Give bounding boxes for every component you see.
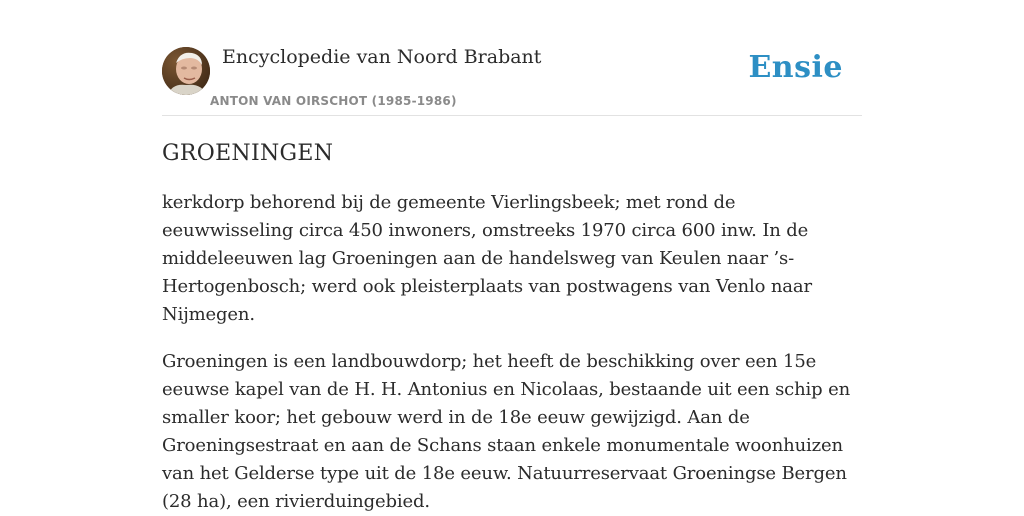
entry-paragraph-1: kerkdorp behorend bij de gemeente Vierlingsbeek; met rond de eeuwwisseling circa 450 inwoners, omstreeks 1970 circa 600 inw. In de middeleeuwen lag Groeningen aan de handelsweg van Keulen naar ’s-Hertogenbosch; werd ook pleisterplaats van postwagens van Venlo naar Nijmegen. (162, 192, 812, 325)
author-portrait-icon (162, 47, 210, 95)
source-title[interactable]: Encyclopedie van Noord Brabant (222, 46, 542, 68)
entry-header (162, 40, 862, 116)
entry-paragraph-2: Groeningen is een landbouwdorp; het heeft de beschikking over een 15e eeuwse kapel van de H. H. Antonius en Nicolaas, bestaande uit een schip en smaller koor; het gebouw werd in de 18e eeuw gewijzigd. Aan de Groeningsestraat en aan de Schans staan enkele monumentale woonhuizen van het Gelderse type uit de 18e eeuw. Natuurreservaat Groeningse Bergen (28 ha), een rivierduingebied. (162, 351, 851, 512)
author-avatar[interactable] (162, 47, 210, 95)
entry-card (162, 40, 862, 516)
author-name[interactable]: ANTON VAN OIRSCHOT (1985-1986) (210, 94, 457, 108)
entry-title: GROENINGEN (162, 141, 334, 166)
brand-logo[interactable]: Ensie (748, 50, 843, 85)
